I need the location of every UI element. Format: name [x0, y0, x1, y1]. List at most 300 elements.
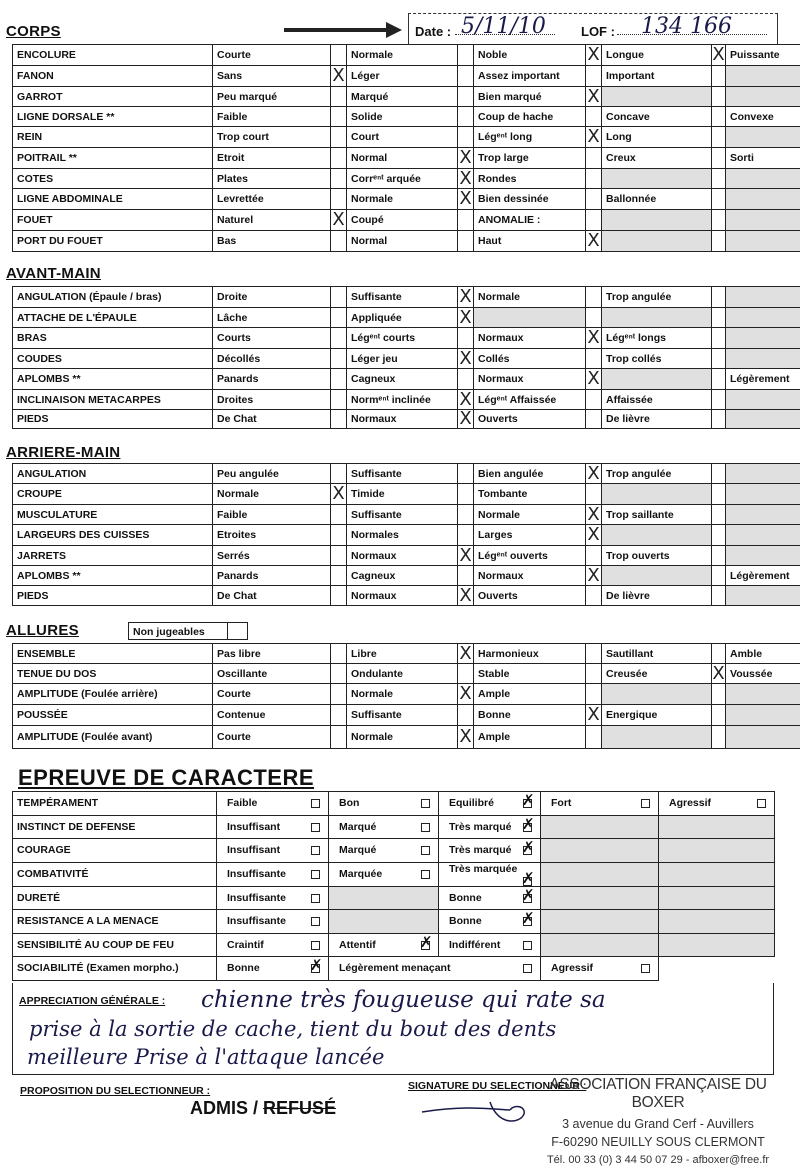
check-cell[interactable] [331, 684, 347, 705]
check-cell[interactable]: X [459, 726, 472, 747]
check-cell[interactable] [331, 525, 347, 546]
check-cell[interactable]: X [332, 209, 345, 230]
check-cell[interactable] [712, 87, 726, 107]
option-label: Trop collés [602, 349, 712, 369]
option-label: Bonne [227, 962, 260, 975]
option-label: Panards [213, 369, 331, 390]
check-cell[interactable] [712, 231, 726, 252]
checkbox[interactable] [421, 823, 430, 832]
shaded-cell [602, 484, 712, 505]
stamp-line-4: Tél. 00 33 (0) 3 44 50 07 29 - afboxer@free.fr [546, 1154, 770, 1166]
check-cell[interactable] [458, 705, 474, 726]
option-cell [217, 815, 329, 839]
check-cell[interactable] [586, 349, 602, 369]
row-label-angulation-epaule-bras: ANGULATION (Épaule / bras) [13, 287, 213, 308]
option-label: Légᵉⁿᵗ courts [347, 328, 458, 349]
row-label-sociabilite-examen-morpho: SOCIABILITÉ (Examen morpho.) [13, 957, 217, 981]
check-cell[interactable]: X [587, 463, 600, 484]
checkbox[interactable] [311, 941, 320, 950]
check-cell[interactable] [331, 369, 347, 390]
check-cell[interactable] [712, 390, 726, 410]
shaded-cell [726, 464, 800, 484]
check-cell[interactable] [712, 484, 726, 505]
check-cell[interactable] [586, 546, 602, 566]
check-cell[interactable] [712, 644, 726, 664]
option-label: Bonne [449, 915, 482, 928]
check-cell[interactable] [712, 464, 726, 484]
option-label: Insuffisant [227, 844, 281, 857]
checkbox[interactable] [311, 799, 320, 808]
shaded-cell [726, 328, 800, 349]
row-label-ligne-dorsale: LIGNE DORSALE ** [13, 107, 213, 127]
option-label: Légèrement menaçant [339, 962, 451, 975]
row-label-garrot: GARROT [13, 87, 213, 107]
shaded-cell [602, 169, 712, 189]
check-cell[interactable] [331, 644, 347, 664]
check-cell[interactable] [712, 684, 726, 705]
checkbox[interactable] [757, 799, 766, 808]
check-cell[interactable] [712, 127, 726, 148]
option-label: Levrettée [213, 189, 331, 210]
table-row [13, 349, 800, 369]
checkbox[interactable] [641, 964, 650, 973]
option-cell [439, 933, 541, 957]
check-cell[interactable] [712, 287, 726, 308]
non-jugeables-box [128, 622, 248, 640]
checkbox[interactable] [311, 823, 320, 832]
option-label: Ouverts [474, 586, 586, 606]
non-jugeables-label: Non jugeables [133, 626, 205, 638]
option-label: Longue [602, 45, 712, 66]
check-cell[interactable] [458, 87, 474, 107]
check-cell[interactable] [586, 664, 602, 684]
checkbox[interactable] [311, 870, 320, 879]
option-label: Droites [213, 390, 331, 410]
check-cell[interactable] [712, 107, 726, 127]
option-label: Contenue [213, 705, 331, 726]
check-cell[interactable] [331, 148, 347, 169]
checkbox[interactable] [523, 964, 532, 973]
stamp-line-3: F-60290 NEUILLY SOUS CLERMONT [551, 1135, 765, 1149]
table-row [13, 726, 800, 749]
option-cell [439, 862, 541, 886]
corps-table [12, 44, 800, 252]
option-label: Bonne [474, 705, 586, 726]
check-cell[interactable] [712, 525, 726, 546]
checkbox[interactable] [311, 917, 320, 926]
shaded-cell [726, 525, 800, 546]
check-cell[interactable] [458, 127, 474, 148]
option-label: Trop large [474, 148, 586, 169]
option-label: Normale [474, 287, 586, 308]
checkbox[interactable] [523, 846, 532, 855]
check-cell[interactable] [586, 189, 602, 210]
checkbox[interactable] [421, 799, 430, 808]
option-cell [217, 862, 329, 886]
table-row [13, 66, 800, 87]
check-cell[interactable]: X [587, 44, 600, 65]
option-label: Faible [213, 505, 331, 525]
check-cell[interactable] [586, 308, 602, 328]
check-cell[interactable]: X [587, 565, 600, 586]
option-label: Normaux [474, 369, 586, 390]
option-cell [329, 957, 541, 981]
check-cell[interactable] [331, 705, 347, 726]
checkbox[interactable] [421, 870, 430, 879]
option-cell [439, 792, 541, 816]
check-cell[interactable]: X [459, 545, 472, 566]
check-cell[interactable] [331, 328, 347, 349]
shaded-cell [602, 87, 712, 107]
shaded-cell [659, 862, 775, 886]
option-label: Très marquée [449, 862, 518, 875]
row-label-sensibilite-au-coup-de-feu: SENSIBILITÉ AU COUP DE FEU [13, 933, 217, 957]
check-cell[interactable] [586, 586, 602, 606]
allures-table [12, 643, 800, 749]
check-cell[interactable] [712, 505, 726, 525]
check-cell[interactable] [712, 308, 726, 328]
check-cell[interactable] [586, 484, 602, 505]
check-cell[interactable] [458, 566, 474, 586]
option-label: ANOMALIE : [474, 210, 586, 231]
option-cell [541, 792, 659, 816]
option-cell [217, 957, 329, 981]
option-label: Coupé [347, 210, 458, 231]
option-label: Peu angulée [213, 464, 331, 484]
check-cell[interactable]: X [459, 168, 472, 189]
check-cell[interactable] [331, 45, 347, 66]
shaded-cell [541, 886, 659, 910]
shaded-cell [726, 410, 800, 429]
option-label: Normale [347, 726, 458, 749]
table-row [13, 308, 800, 328]
check-cell[interactable]: X [459, 147, 472, 168]
check-cell[interactable] [586, 148, 602, 169]
shaded-cell [602, 210, 712, 231]
shaded-cell [329, 910, 439, 934]
check-cell[interactable]: X [712, 44, 725, 65]
check-cell[interactable]: X [459, 585, 472, 606]
option-label: Suffisante [347, 464, 458, 484]
option-label: Energique [602, 705, 712, 726]
checkbox[interactable] [523, 917, 532, 926]
table-row [13, 862, 775, 886]
caractere-title: EPREUVE DE CARACTERE [18, 765, 315, 790]
shaded-cell [726, 390, 800, 410]
table-row [13, 484, 800, 505]
option-label: Insuffisante [227, 915, 286, 928]
checkbox[interactable] [421, 846, 430, 855]
check-cell[interactable]: X [332, 483, 345, 504]
option-label: Timide [347, 484, 458, 505]
option-label: Marquée [339, 868, 383, 880]
signature-label: SIGNATURE DU SELECTIONNEUR : [408, 1080, 587, 1092]
check-cell[interactable]: X [459, 348, 472, 369]
shaded-cell [726, 705, 800, 726]
check-cell[interactable] [586, 287, 602, 308]
check-cell[interactable] [458, 464, 474, 484]
avant-main-title: AVANT-MAIN [6, 265, 101, 282]
check-cell[interactable]: X [332, 65, 345, 86]
option-label: Très marqué [449, 844, 512, 857]
proposition-label: PROPOSITION DU SELECTIONNEUR : [20, 1085, 211, 1097]
table-row [13, 148, 800, 169]
table-row [13, 328, 800, 349]
option-label: Ample [474, 684, 586, 705]
shaded-cell [726, 87, 800, 107]
option-label: Voussée [726, 664, 800, 684]
option-label: Important [602, 66, 712, 87]
option-label: Coup de hache [474, 107, 586, 127]
check-cell[interactable] [458, 107, 474, 127]
checkbox[interactable] [523, 894, 532, 903]
check-cell[interactable] [331, 586, 347, 606]
check-cell[interactable] [331, 505, 347, 525]
shaded-cell [474, 308, 586, 328]
check-cell[interactable] [331, 287, 347, 308]
check-cell[interactable] [331, 308, 347, 328]
check-cell[interactable] [712, 369, 726, 390]
check-cell[interactable]: X [587, 504, 600, 525]
check-cell[interactable] [331, 664, 347, 684]
checkbox[interactable] [311, 846, 320, 855]
option-label: Marqué [339, 820, 377, 833]
check-cell[interactable] [586, 210, 602, 231]
shaded-cell [726, 231, 800, 252]
option-label: Agressif [669, 797, 712, 810]
checkbox[interactable] [641, 799, 650, 808]
option-label: Insuffisant [227, 820, 281, 833]
shaded-cell [541, 862, 659, 886]
check-cell[interactable] [331, 726, 347, 749]
option-label: Décollés [213, 349, 331, 369]
option-label: Agressif [551, 962, 594, 975]
date-value: 5/11/10 [461, 14, 546, 39]
check-cell[interactable] [458, 328, 474, 349]
option-label: Trop court [213, 127, 331, 148]
checkbox[interactable] [523, 941, 532, 950]
appreciation-box [12, 983, 774, 1075]
row-label-amplitude-foulee-arriere: AMPLITUDE (Foulée arrière) [13, 684, 213, 705]
option-label: Etroites [213, 525, 331, 546]
option-label: Légᵉⁿᵗ Affaissée [474, 390, 586, 410]
check-cell[interactable]: X [459, 307, 472, 328]
shaded-cell [726, 287, 800, 308]
option-label: De Chat [213, 586, 331, 606]
check-cell[interactable]: X [587, 230, 600, 251]
row-label-largeurs-des-cuisses: LARGEURS DES CUISSES [13, 525, 213, 546]
shaded-cell [726, 189, 800, 210]
check-cell[interactable]: X [459, 643, 472, 664]
option-cell [329, 839, 439, 863]
option-label: Normale [347, 189, 458, 210]
option-label: Plates [213, 169, 331, 189]
stamp-line-1: ASSOCIATION FRANÇAISE DU BOXER [549, 1076, 767, 1111]
check-cell[interactable] [712, 189, 726, 210]
shaded-cell [541, 910, 659, 934]
option-cell [541, 957, 659, 981]
check-cell[interactable]: X [587, 86, 600, 107]
table-row [13, 525, 800, 546]
table-row [13, 107, 800, 127]
check-cell[interactable] [586, 390, 602, 410]
check-cell[interactable] [712, 566, 726, 586]
admis-option: ADMIS / [190, 1098, 264, 1118]
option-label: Courts [213, 328, 331, 349]
checkbox[interactable] [311, 894, 320, 903]
appreciation-line-1: chienne très fougueuse qui rate sa [201, 987, 606, 1013]
option-label: Rondes [474, 169, 586, 189]
check-cell[interactable] [586, 644, 602, 664]
check-cell[interactable] [458, 484, 474, 505]
shaded-cell [602, 684, 712, 705]
check-cell[interactable] [712, 410, 726, 429]
check-cell[interactable] [586, 726, 602, 749]
check-cell[interactable] [458, 210, 474, 231]
check-cell[interactable] [458, 66, 474, 87]
check-cell[interactable] [712, 66, 726, 87]
option-label: Insuffisante [227, 891, 286, 904]
option-label: Fort [551, 797, 572, 810]
check-cell[interactable]: X [587, 704, 600, 725]
option-label: Marqué [339, 844, 377, 857]
check-cell[interactable] [458, 369, 474, 390]
check-cell[interactable]: X [459, 188, 472, 209]
option-label: Normale [347, 684, 458, 705]
check-cell[interactable] [331, 464, 347, 484]
row-label-attache-de-l-epaule: ATTACHE DE L'ÉPAULE [13, 308, 213, 328]
option-label: Faible [213, 107, 331, 127]
check-cell[interactable]: X [587, 524, 600, 545]
check-cell[interactable] [712, 148, 726, 169]
shaded-cell [726, 546, 800, 566]
option-label: Droite [213, 287, 331, 308]
shaded-cell [659, 933, 775, 957]
row-label-temperament: TEMPÉRAMENT [13, 792, 217, 816]
option-label: Normaux [347, 546, 458, 566]
check-cell[interactable] [331, 349, 347, 369]
check-cell[interactable] [712, 586, 726, 606]
shaded-cell [726, 169, 800, 189]
checkbox[interactable] [523, 799, 532, 808]
check-cell[interactable] [458, 505, 474, 525]
check-cell[interactable]: X [587, 126, 600, 147]
table-row [13, 231, 800, 252]
non-jugeables-checkbox[interactable] [227, 623, 247, 639]
row-label-cotes: COTES [13, 169, 213, 189]
option-label: Noble [474, 45, 586, 66]
option-label: Normaux [474, 566, 586, 586]
shaded-cell [329, 886, 439, 910]
check-cell[interactable] [331, 546, 347, 566]
check-cell[interactable] [712, 169, 726, 189]
avant-main-table [12, 286, 800, 429]
table-row [13, 886, 775, 910]
checkbox[interactable] [421, 941, 430, 950]
option-label: Courte [213, 726, 331, 749]
shaded-cell [726, 586, 800, 606]
check-cell[interactable] [712, 546, 726, 566]
check-cell[interactable] [458, 664, 474, 684]
check-cell[interactable] [586, 169, 602, 189]
table-row [13, 464, 800, 484]
shaded-cell [541, 933, 659, 957]
option-label: Marqué [347, 87, 458, 107]
check-cell[interactable] [712, 210, 726, 231]
check-cell[interactable] [331, 410, 347, 429]
check-cell[interactable] [712, 726, 726, 749]
check-cell[interactable] [712, 328, 726, 349]
row-label-coudes: COUDES [13, 349, 213, 369]
check-cell[interactable]: X [459, 286, 472, 307]
appreciation-line-3: meilleure Prise à l'attaque lancée [27, 1045, 385, 1069]
check-cell[interactable]: X [712, 663, 725, 684]
check-cell[interactable]: X [459, 409, 472, 429]
check-cell[interactable] [331, 127, 347, 148]
check-cell[interactable] [458, 231, 474, 252]
check-cell[interactable] [331, 231, 347, 252]
check-cell[interactable] [586, 684, 602, 705]
check-cell[interactable] [458, 525, 474, 546]
option-label: Léger [347, 66, 458, 87]
check-cell[interactable]: X [587, 327, 600, 348]
check-cell[interactable] [331, 107, 347, 127]
checkbox[interactable] [523, 877, 532, 886]
option-label: Insuffisante [227, 868, 286, 880]
option-label: Trop angulée [602, 464, 712, 484]
check-cell[interactable]: X [587, 368, 600, 389]
shaded-cell [726, 726, 800, 749]
row-label-port-du-fouet: PORT DU FOUET [13, 231, 213, 252]
shaded-cell [659, 839, 775, 863]
check-cell[interactable]: X [459, 389, 472, 410]
check-cell[interactable] [712, 349, 726, 369]
check-cell[interactable] [331, 87, 347, 107]
check-cell[interactable] [458, 45, 474, 66]
checkbox[interactable] [523, 823, 532, 832]
option-label: Légèrement [726, 566, 800, 586]
check-cell[interactable] [331, 566, 347, 586]
option-label: Cagneux [347, 369, 458, 390]
option-cell [439, 839, 541, 863]
row-label-ligne-abdominale: LIGNE ABDOMINALE [13, 189, 213, 210]
row-label-combativite: COMBATIVITÉ [13, 862, 217, 886]
check-cell[interactable] [712, 705, 726, 726]
arrow-icon [284, 20, 402, 45]
option-label: Normales [347, 525, 458, 546]
check-cell[interactable]: X [459, 683, 472, 704]
shaded-cell [602, 726, 712, 749]
checkbox[interactable] [311, 964, 320, 973]
shaded-cell [602, 566, 712, 586]
row-label-poitrail: POITRAIL ** [13, 148, 213, 169]
option-label: Bien marqué [474, 87, 586, 107]
table-row [13, 189, 800, 210]
check-cell[interactable] [331, 169, 347, 189]
option-label: Normale [474, 505, 586, 525]
check-cell[interactable] [331, 189, 347, 210]
appreciation-line-2: prise à la sortie de cache, tient du bout des dents [29, 1017, 557, 1041]
option-label: Normal [347, 148, 458, 169]
check-cell[interactable] [586, 66, 602, 87]
check-cell[interactable] [586, 107, 602, 127]
check-cell[interactable] [331, 390, 347, 410]
option-label: De Chat [213, 410, 331, 429]
association-stamp [528, 1076, 788, 1166]
decision [190, 1098, 336, 1119]
option-label: Trop ouverts [602, 546, 712, 566]
check-cell[interactable] [586, 410, 602, 429]
